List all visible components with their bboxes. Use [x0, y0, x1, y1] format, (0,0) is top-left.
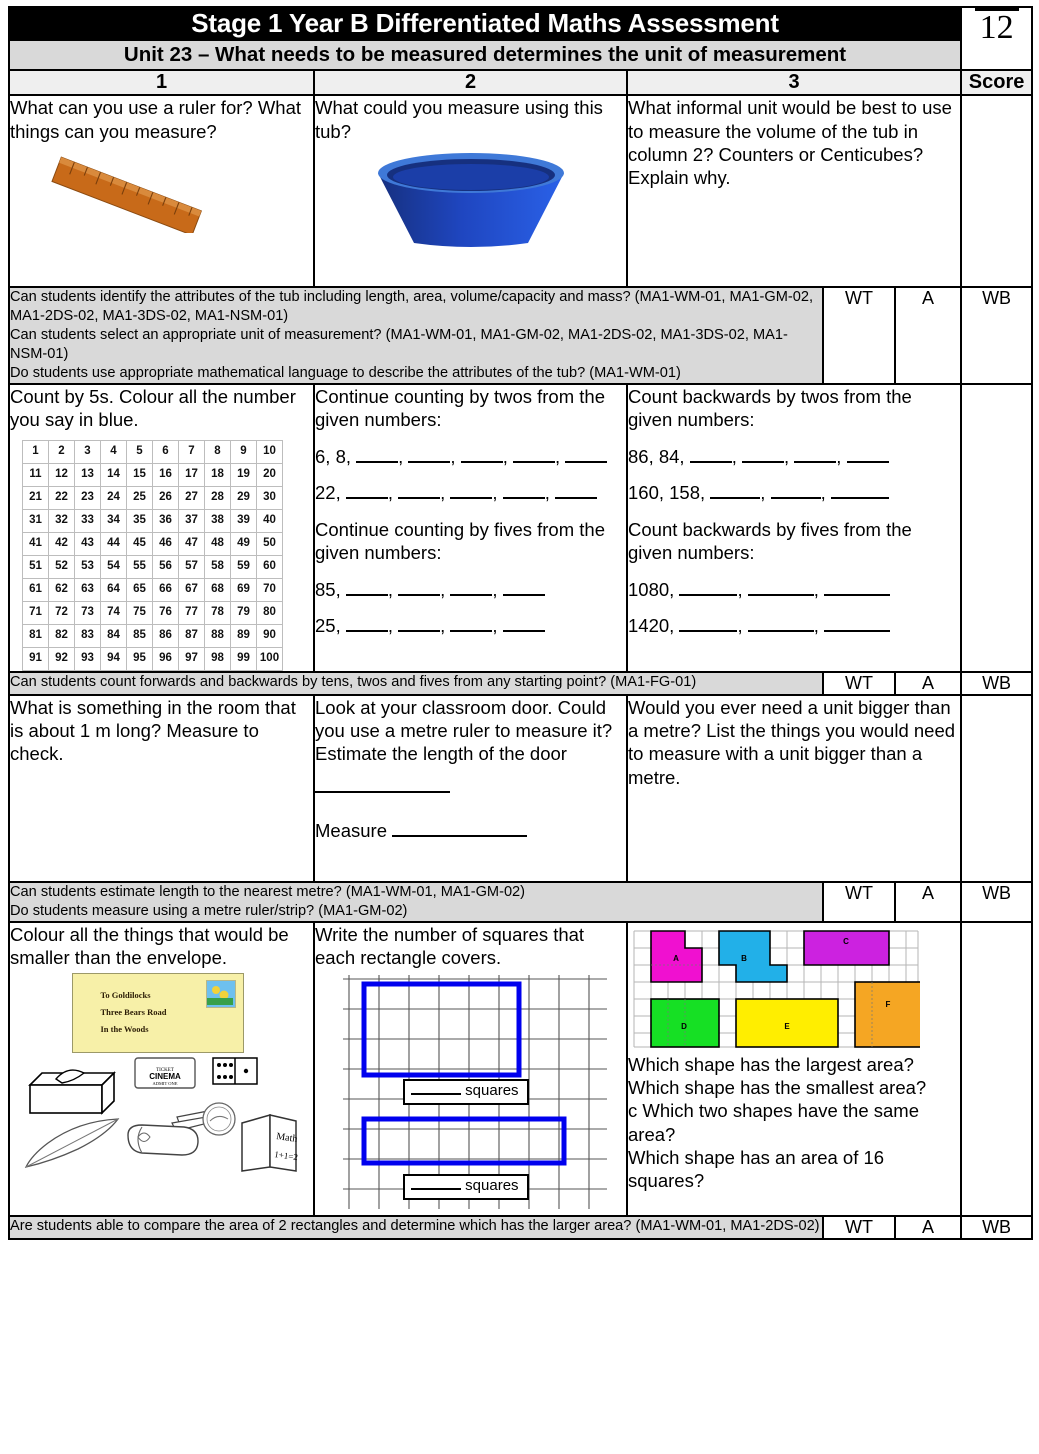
- row4-col1: [9, 922, 314, 1217]
- spacer: [315, 504, 626, 518]
- svg-text:1+1=2: 1+1=2: [273, 1149, 299, 1163]
- row4-q1-text: Colour all the things that would be smaller than the envelope.: [10, 923, 289, 968]
- area-shapes-svg: [632, 929, 920, 1049]
- domino-icon: [212, 1057, 258, 1085]
- row2-score-cell[interactable]: [961, 384, 1032, 672]
- spacer: [315, 432, 626, 446]
- blank[interactable]: [450, 630, 492, 632]
- row4-q2-text: Write the number of squares that each rectangle covers.: [315, 923, 585, 968]
- hundred-chart-cell[interactable]: 24: [101, 486, 127, 509]
- row4-score-cell[interactable]: [961, 922, 1032, 1217]
- row2-col2: [314, 384, 627, 672]
- hundred-chart-cell[interactable]: 13: [75, 463, 101, 486]
- hundred-chart-cell[interactable]: 84: [101, 624, 127, 647]
- unit-title: Unit 23 – What needs to be measured determines the unit of measurement: [9, 40, 961, 70]
- row2-col3: [627, 384, 961, 672]
- hundred-chart-cell[interactable]: 77: [179, 601, 205, 624]
- math-book-icon: [236, 1109, 302, 1175]
- criteria-4-a[interactable]: A: [895, 1216, 961, 1239]
- blank[interactable]: [503, 497, 545, 499]
- blank[interactable]: [398, 497, 440, 499]
- hundred-chart-cell[interactable]: 71: [23, 601, 49, 624]
- criteria-1-line-1: Can students identify the attributes of the tub including length, area, volume/capacity and mass? (MA1-WM-01, MA1-GM-02, MA1-2DS-02, MA1-3DS-02, MA1-NSM-01): [10, 289, 814, 325]
- hundred-chart-row: [23, 578, 283, 601]
- row2-col1: [9, 384, 314, 672]
- blank[interactable]: [824, 594, 890, 596]
- hundred-chart-cell[interactable]: 34: [101, 509, 127, 532]
- criteria-1-line-3: Do students use appropriate mathematical language to describe the attributes of the tub? (MA1-WM-01): [10, 365, 681, 382]
- blank[interactable]: [831, 497, 889, 499]
- hundred-chart-row: [23, 647, 283, 670]
- hundred-chart-cell[interactable]: 54: [101, 555, 127, 578]
- svg-text:CINEMA: CINEMA: [148, 1072, 181, 1082]
- hundred-chart-cell[interactable]: 22: [49, 486, 75, 509]
- row3-col3: [627, 695, 961, 882]
- criteria-3-a[interactable]: A: [895, 882, 961, 922]
- hundred-chart-cell[interactable]: 50: [257, 532, 283, 555]
- row3-q2-line1: Look at your classroom door. Could you use a metre ruler to measure it?: [315, 696, 613, 742]
- hundred-chart-row: [23, 555, 283, 578]
- hundred-chart-cell[interactable]: 16: [153, 463, 179, 486]
- hundred-chart-cell[interactable]: 99: [231, 647, 257, 670]
- criteria-2-text: [9, 672, 823, 695]
- spacer: [315, 601, 626, 615]
- hundred-chart-cell[interactable]: 63: [75, 578, 101, 601]
- row2-q2-prompt-fives: Continue counting by fives from the given numbers:: [315, 519, 605, 564]
- hundred-chart[interactable]: [22, 440, 283, 671]
- criteria-1-a[interactable]: A: [895, 287, 961, 384]
- column-header-3: 3: [627, 70, 961, 95]
- hundred-chart-cell[interactable]: 36: [153, 509, 179, 532]
- score-fraction-box: [961, 7, 1032, 70]
- hundred-chart-cell[interactable]: 66: [153, 578, 179, 601]
- spacer: [315, 766, 626, 776]
- hundred-chart-cell[interactable]: 35: [127, 509, 153, 532]
- coloured-shapes-grid: [632, 929, 920, 1051]
- tissue-box-icon: [24, 1061, 119, 1121]
- hundred-chart-cell[interactable]: 62: [49, 578, 75, 601]
- hundred-chart-cell[interactable]: 78: [205, 601, 231, 624]
- row3-q1-text: What is something in the room that is about 1 m long? Measure to check.: [10, 696, 296, 765]
- ruler-icon: [10, 143, 240, 233]
- row2-sequence-2: 22, , , , ,: [315, 482, 626, 504]
- hundred-chart-cell[interactable]: 94: [101, 647, 127, 670]
- squares-label-2: squares: [465, 1177, 519, 1195]
- hundred-chart-row: [23, 532, 283, 555]
- hundred-chart-cell[interactable]: 45: [127, 532, 153, 555]
- hundred-chart-cell[interactable]: 7: [179, 440, 205, 463]
- hundred-chart-cell[interactable]: 26: [153, 486, 179, 509]
- hundred-chart-cell[interactable]: 8: [205, 440, 231, 463]
- row3-col2: [314, 695, 627, 882]
- hundred-chart-body: [23, 440, 283, 670]
- criteria-1-wt[interactable]: WT: [823, 287, 895, 384]
- hundred-chart-cell[interactable]: 55: [127, 555, 153, 578]
- hundred-chart-cell[interactable]: 56: [153, 555, 179, 578]
- row3-score-cell[interactable]: [961, 695, 1032, 882]
- row2-seq4-start: 25,: [315, 614, 341, 636]
- envelope-line-3: In the Woods: [100, 1024, 149, 1035]
- shape-letter-a: A: [673, 953, 679, 963]
- rectangle-grid-area: [339, 973, 614, 1215]
- blank[interactable]: [771, 497, 821, 499]
- criteria-3-line-1: Can students estimate length to the nearest metre? (MA1-WM-01, MA1-GM-02): [10, 883, 526, 900]
- row2-back-sequence-3: 1080, , ,: [628, 579, 960, 601]
- blank[interactable]: [847, 461, 889, 463]
- row1-col1: [9, 95, 314, 287]
- hundred-chart-cell[interactable]: 11: [23, 463, 49, 486]
- row2-q3-prompt-twos: Count backwards by twos from the given numbers:: [628, 386, 912, 431]
- criteria-3-line-2: Do students measure using a metre ruler/strip? (MA1-GM-02): [10, 902, 408, 919]
- shape-letter-d: D: [681, 1021, 687, 1031]
- svg-text:ADMIT ONE: ADMIT ONE: [151, 1081, 178, 1087]
- hundred-chart-cell[interactable]: 46: [153, 532, 179, 555]
- row3-measure-answer: [315, 820, 626, 842]
- svg-text:TICKET: TICKET: [155, 1068, 174, 1074]
- hundred-chart-cell[interactable]: 2: [49, 440, 75, 463]
- hundred-chart-cell[interactable]: 3: [75, 440, 101, 463]
- cinema-ticket-icon: [134, 1057, 196, 1089]
- svg-text:Math: Math: [275, 1131, 298, 1146]
- question-row-3: [9, 695, 1032, 882]
- blank[interactable]: [555, 497, 597, 499]
- hundred-chart-cell[interactable]: 68: [205, 578, 231, 601]
- hundred-chart-cell[interactable]: 60: [257, 555, 283, 578]
- row3-q2-line2: Estimate the length of the door: [315, 743, 567, 765]
- hundred-chart-cell[interactable]: 20: [257, 463, 283, 486]
- shape-letter-b: B: [741, 953, 747, 963]
- hundred-chart-cell[interactable]: 65: [127, 578, 153, 601]
- row1-score-cell[interactable]: [961, 95, 1032, 287]
- hundred-chart-cell[interactable]: 49: [231, 532, 257, 555]
- row2-seq3-start: 85,: [315, 578, 341, 600]
- hundred-chart-cell[interactable]: 39: [231, 509, 257, 532]
- row1-q2-text: What could you measure using this tub?: [315, 97, 603, 142]
- row3-q3-text: Would you ever need a unit bigger than a metre? List the things you would need to measure with a unit bigger than a metre.: [628, 696, 956, 788]
- hundred-chart-cell[interactable]: 80: [257, 601, 283, 624]
- title-row: [9, 7, 1032, 40]
- row2-q3-prompt-fives: Count backwards by fives from the given numbers:: [628, 519, 912, 564]
- unit-row: [9, 40, 1032, 70]
- blank[interactable]: [748, 594, 814, 596]
- spacer: [315, 468, 626, 482]
- column-header-row: [9, 70, 1032, 95]
- row1-q1-text: What can you use a ruler for? What things can you measure?: [10, 97, 301, 142]
- stamp-icon: [206, 980, 236, 1008]
- hundred-chart-cell[interactable]: 14: [101, 463, 127, 486]
- squares-answer-2[interactable]: [403, 1174, 529, 1200]
- hundred-chart-cell[interactable]: 96: [153, 647, 179, 670]
- row1-col2: [314, 95, 627, 287]
- envelope-line-1: To Goldilocks: [100, 990, 151, 1001]
- criteria-1-wb[interactable]: WB: [961, 287, 1032, 384]
- blank[interactable]: [565, 461, 607, 463]
- row2-back-sequence-4: 1420, , ,: [628, 615, 960, 637]
- hundred-chart-cell[interactable]: 51: [23, 555, 49, 578]
- hundred-chart-row: [23, 601, 283, 624]
- blank[interactable]: [315, 791, 450, 793]
- shape-letter-f: F: [885, 999, 891, 1009]
- criteria-row-4: [9, 1216, 1032, 1239]
- hundred-chart-cell[interactable]: 30: [257, 486, 283, 509]
- blank[interactable]: [461, 461, 503, 463]
- hundred-chart-cell[interactable]: 69: [231, 578, 257, 601]
- blank[interactable]: [503, 594, 545, 596]
- blank[interactable]: [679, 630, 737, 632]
- row3-estimate-answer: [315, 776, 626, 798]
- row2-seq2-start: 22,: [315, 481, 341, 503]
- ruler-image: [10, 143, 313, 235]
- hundred-chart-cell[interactable]: 87: [179, 624, 205, 647]
- criteria-4-line-1: Are students able to compare the area of 2 rectangles and determine which has the larger area? (MA1-WM-01, MA1-2DS-02): [10, 1218, 820, 1235]
- row2-sequence-4: 25, , , ,: [315, 615, 626, 637]
- spacer: [628, 565, 960, 579]
- score-denominator: 12: [979, 9, 1014, 46]
- hundred-chart-cell[interactable]: 48: [205, 532, 231, 555]
- hundred-chart-cell[interactable]: 89: [231, 624, 257, 647]
- hundred-chart-cell[interactable]: 21: [23, 486, 49, 509]
- criteria-4-wb[interactable]: WB: [961, 1216, 1032, 1239]
- blank[interactable]: [679, 594, 737, 596]
- row2-back1-start: 86, 84,: [628, 445, 685, 467]
- row2-sequence-1: 6, 8, , , , ,: [315, 446, 626, 468]
- hundred-chart-cell[interactable]: 12: [49, 463, 75, 486]
- hundred-chart-cell[interactable]: 86: [153, 624, 179, 647]
- score-fraction: [975, 8, 1019, 50]
- tub-image: [315, 143, 626, 257]
- hundred-chart-cell[interactable]: 61: [23, 578, 49, 601]
- shape-letter-e: E: [784, 1021, 790, 1031]
- row3-measure-label: Measure: [315, 819, 387, 841]
- hundred-chart-cell[interactable]: 15: [127, 463, 153, 486]
- criteria-4-wt[interactable]: WT: [823, 1216, 895, 1239]
- tub-icon: [356, 147, 586, 252]
- blank[interactable]: [356, 461, 398, 463]
- blank[interactable]: [392, 835, 527, 837]
- row2-seq1-start: 6, 8,: [315, 445, 351, 467]
- hundred-chart-row: [23, 509, 283, 532]
- shape-letter-c: C: [843, 936, 849, 946]
- spacer: [628, 432, 960, 446]
- hundred-chart-cell[interactable]: 92: [49, 647, 75, 670]
- criteria-3-text: [9, 882, 823, 922]
- hundred-chart-cell[interactable]: 81: [23, 624, 49, 647]
- hundred-chart-cell[interactable]: 58: [205, 555, 231, 578]
- feather-icon: [22, 1113, 127, 1173]
- spacer: [315, 565, 626, 579]
- squares-label-1: squares: [465, 1082, 519, 1100]
- hundred-chart-cell[interactable]: 42: [49, 532, 75, 555]
- hundred-chart-cell[interactable]: 74: [101, 601, 127, 624]
- criteria-row-1: [9, 287, 1032, 384]
- column-header-2: 2: [314, 70, 627, 95]
- hundred-chart-cell[interactable]: 1: [23, 440, 49, 463]
- question-row-2: [9, 384, 1032, 672]
- spacer: [315, 798, 626, 820]
- criteria-3-wt[interactable]: WT: [823, 882, 895, 922]
- envelope-scene: [22, 973, 302, 1178]
- hundred-chart-cell[interactable]: 97: [179, 647, 205, 670]
- blank[interactable]: [450, 497, 492, 499]
- criteria-1-text: [9, 287, 823, 384]
- criteria-row-2: [9, 672, 1032, 695]
- criteria-1-line-2: Can students select an appropriate unit of measurement? (MA1-WM-01, MA1-GM-02, MA1-2DS-02, MA1-3DS-02, MA1-NSM-01): [10, 327, 788, 363]
- row4-q3-question-1: Which shape has the largest area?: [628, 1053, 914, 1075]
- criteria-2-wt[interactable]: WT: [823, 672, 895, 695]
- criteria-2-a[interactable]: A: [895, 672, 961, 695]
- hundred-chart-cell[interactable]: 19: [231, 463, 257, 486]
- row4-q3-question-2: Which shape has the smallest area?: [628, 1076, 927, 1098]
- hundred-chart-row: [23, 624, 283, 647]
- hundred-chart-cell[interactable]: 79: [231, 601, 257, 624]
- hundred-chart-cell[interactable]: 40: [257, 509, 283, 532]
- hundred-chart-cell[interactable]: 29: [231, 486, 257, 509]
- criteria-2-wb[interactable]: WB: [961, 672, 1032, 695]
- hundred-chart-cell[interactable]: 59: [231, 555, 257, 578]
- score-header: Score: [961, 70, 1032, 95]
- hundred-chart-cell[interactable]: 73: [75, 601, 101, 624]
- coin-icon: [200, 1101, 238, 1137]
- hundred-chart-cell[interactable]: 37: [179, 509, 205, 532]
- hundred-chart-row: [23, 463, 283, 486]
- blank[interactable]: [398, 594, 440, 596]
- criteria-4-text: [9, 1216, 823, 1239]
- hundred-chart-cell[interactable]: 38: [205, 509, 231, 532]
- hundred-chart-cell[interactable]: 100: [257, 647, 283, 670]
- hundred-chart-cell[interactable]: 41: [23, 532, 49, 555]
- hundred-chart-cell[interactable]: 44: [101, 532, 127, 555]
- row2-sequence-3: 85, , , ,: [315, 579, 626, 601]
- row2-q2-prompt-twos: Continue counting by twos from the given numbers:: [315, 386, 605, 431]
- hundred-chart-cell[interactable]: 9: [231, 440, 257, 463]
- blank[interactable]: [411, 1093, 461, 1095]
- hundred-chart-cell[interactable]: 72: [49, 601, 75, 624]
- hundred-chart-cell[interactable]: 57: [179, 555, 205, 578]
- row4-col2: [314, 922, 627, 1217]
- row4-q3-question-3: c Which two shapes have the same area?: [628, 1100, 920, 1145]
- row4-col3: [627, 922, 961, 1217]
- spacer: [628, 601, 960, 615]
- question-row-1: [9, 95, 1032, 287]
- blank[interactable]: [742, 461, 784, 463]
- page-title: Stage 1 Year B Differentiated Maths Assessment: [9, 7, 961, 40]
- hundred-chart-cell[interactable]: 4: [101, 440, 127, 463]
- blank[interactable]: [346, 594, 388, 596]
- squares-answer-1[interactable]: [403, 1079, 529, 1105]
- row2-back2-start: 160, 158,: [628, 481, 706, 503]
- row3-col1: [9, 695, 314, 882]
- blank[interactable]: [748, 630, 814, 632]
- criteria-2-line-1: Can students count forwards and backwards by tens, twos and fives from any starting point? (MA1-FG-01): [10, 673, 697, 690]
- hundred-chart-cell[interactable]: 43: [75, 532, 101, 555]
- hundred-chart-cell[interactable]: 91: [23, 647, 49, 670]
- question-row-4: [9, 922, 1032, 1217]
- hundred-chart-cell[interactable]: 10: [257, 440, 283, 463]
- blank[interactable]: [450, 594, 492, 596]
- spacer: [628, 504, 960, 518]
- envelope-image: [72, 973, 244, 1053]
- row2-back4-start: 1420,: [628, 614, 675, 636]
- blank[interactable]: [346, 630, 388, 632]
- hundred-chart-cell[interactable]: 83: [75, 624, 101, 647]
- blank[interactable]: [690, 461, 732, 463]
- hundred-chart-cell[interactable]: 53: [75, 555, 101, 578]
- hundred-chart-cell[interactable]: 27: [179, 486, 205, 509]
- blank[interactable]: [398, 630, 440, 632]
- blank[interactable]: [513, 461, 555, 463]
- hundred-chart-cell[interactable]: 75: [127, 601, 153, 624]
- hundred-chart-cell[interactable]: 18: [205, 463, 231, 486]
- hundred-chart-cell[interactable]: 93: [75, 647, 101, 670]
- assessment-table: [8, 6, 1033, 1240]
- row4-q3-question-4: Which shape has an area of 16 squares?: [628, 1146, 885, 1192]
- hundred-chart-cell[interactable]: 64: [101, 578, 127, 601]
- row2-back-sequence-1: 86, 84, , , ,: [628, 446, 960, 468]
- hundred-chart-cell[interactable]: 33: [75, 509, 101, 532]
- row2-back-sequence-2: 160, 158, , ,: [628, 482, 960, 504]
- blank[interactable]: [503, 630, 545, 632]
- blank[interactable]: [411, 1188, 461, 1190]
- hundred-chart-cell[interactable]: 76: [153, 601, 179, 624]
- hundred-chart-cell[interactable]: 85: [127, 624, 153, 647]
- spacer: [628, 468, 960, 482]
- hundred-chart-cell[interactable]: 5: [127, 440, 153, 463]
- row1-q3-text: What informal unit would be best to use to measure the volume of the tub in column 2? Counters or Centicubes? Explain why.: [628, 97, 952, 189]
- blank[interactable]: [346, 497, 388, 499]
- hundred-chart-cell[interactable]: 52: [49, 555, 75, 578]
- hundred-chart-cell[interactable]: 6: [153, 440, 179, 463]
- hundred-chart-row: [23, 440, 283, 463]
- hundred-chart-cell[interactable]: 82: [49, 624, 75, 647]
- criteria-3-wb[interactable]: WB: [961, 882, 1032, 922]
- hundred-chart-cell[interactable]: 95: [127, 647, 153, 670]
- criteria-row-3: [9, 882, 1032, 922]
- blank[interactable]: [408, 461, 450, 463]
- column-header-1: 1: [9, 70, 314, 95]
- row1-col3: [627, 95, 961, 287]
- hundred-chart-cell[interactable]: 32: [49, 509, 75, 532]
- row2-q1-text: Count by 5s. Colour all the number you say in blue.: [10, 386, 296, 431]
- blank[interactable]: [710, 497, 760, 499]
- hundred-chart-cell[interactable]: 90: [257, 624, 283, 647]
- envelope-line-2: Three Bears Road: [100, 1007, 167, 1018]
- hundred-chart-cell[interactable]: 31: [23, 509, 49, 532]
- blank[interactable]: [824, 630, 890, 632]
- hundred-chart-cell[interactable]: 88: [205, 624, 231, 647]
- hundred-chart-cell[interactable]: 47: [179, 532, 205, 555]
- hundred-chart-cell[interactable]: 28: [205, 486, 231, 509]
- row2-back3-start: 1080,: [628, 578, 675, 600]
- hundred-chart-cell[interactable]: 25: [127, 486, 153, 509]
- blank[interactable]: [794, 461, 836, 463]
- hundred-chart-cell[interactable]: 23: [75, 486, 101, 509]
- hundred-chart-row: [23, 486, 283, 509]
- hundred-chart-cell[interactable]: 67: [179, 578, 205, 601]
- hundred-chart-cell[interactable]: 17: [179, 463, 205, 486]
- hundred-chart-cell[interactable]: 98: [205, 647, 231, 670]
- hundred-chart-cell[interactable]: 70: [257, 578, 283, 601]
